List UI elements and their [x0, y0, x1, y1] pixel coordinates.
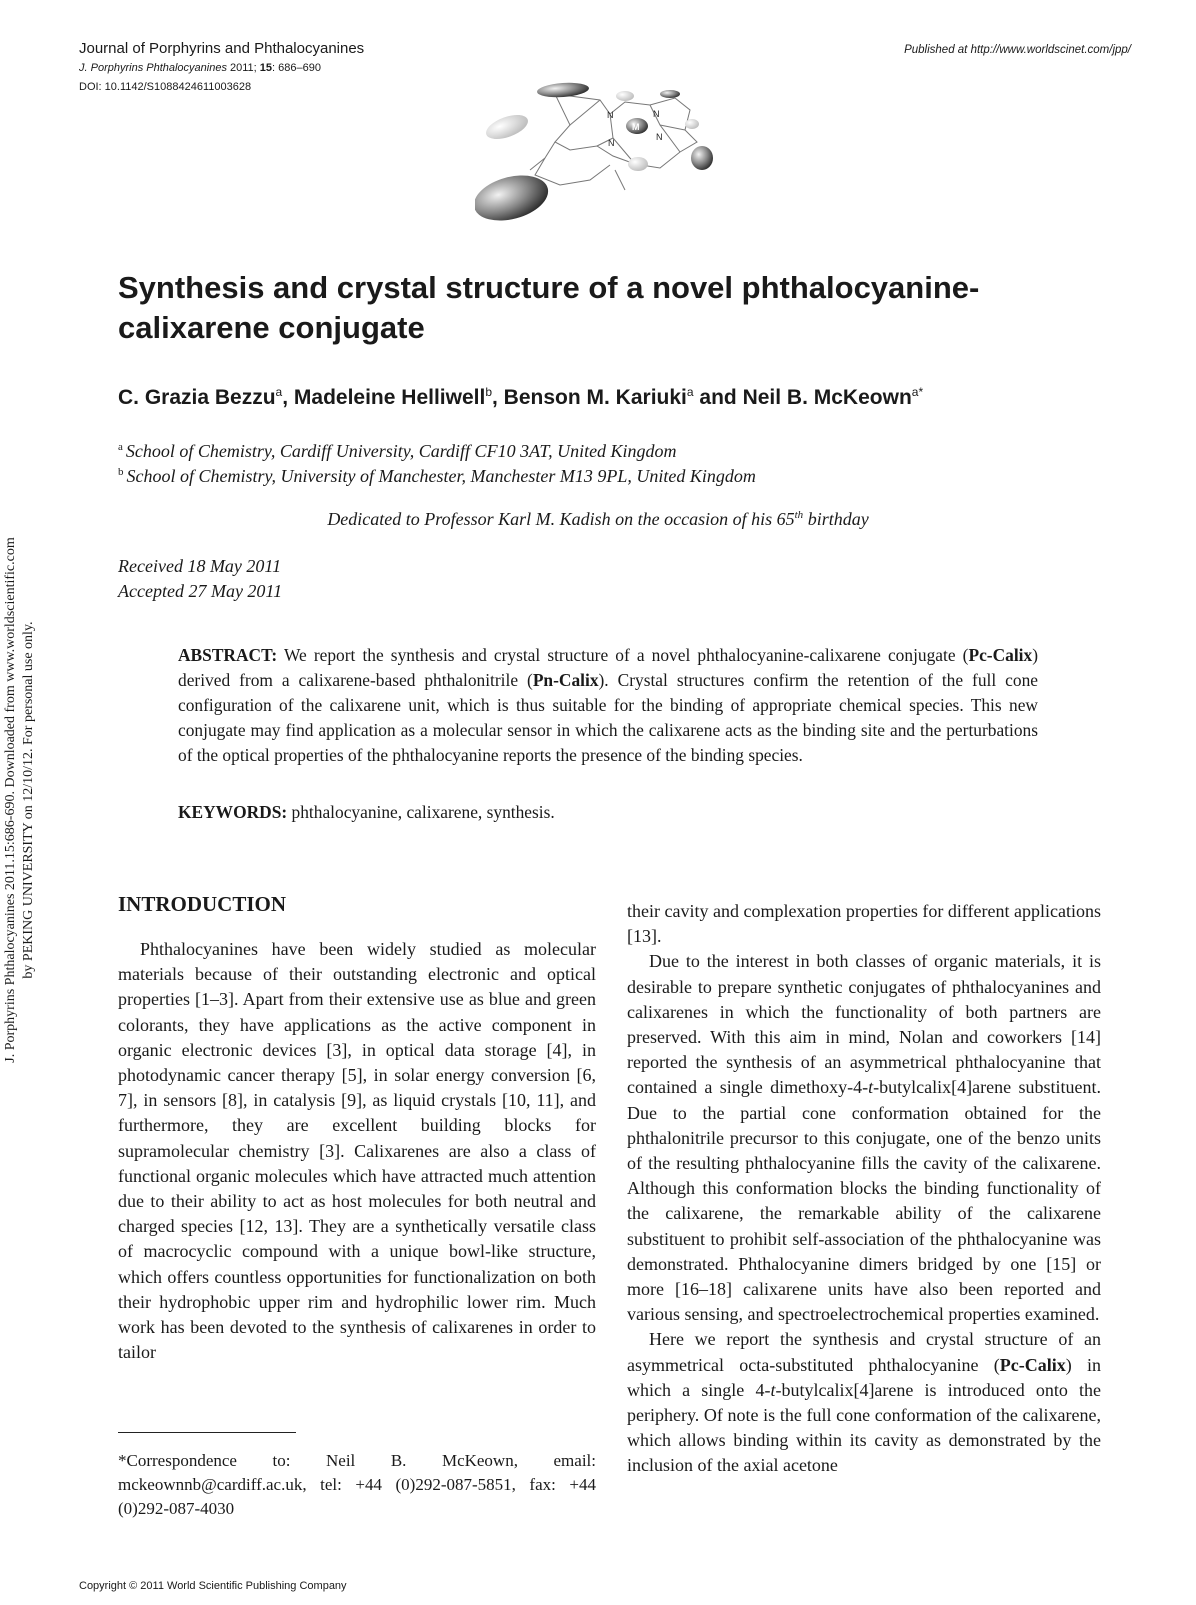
- dedication-ordinal: th: [794, 509, 804, 521]
- author-affiliation-mark: a*: [911, 385, 924, 399]
- logo-atom-n1: N: [607, 110, 614, 120]
- citation-volume: 15: [259, 62, 273, 74]
- body-text: Due to the interest in both classes of organic materials, it is desirable to prepare synthetic conjugates of phthalocyanines and calixarenes in which the functionality of both partners are preserved. With this aim in mind, Nolan and coworkers [14] reported the synthesis of an asymmetrical phthalocyanine that contained a single dimethoxy-4-: [627, 951, 1101, 1098]
- author-affiliation-mark: a: [686, 385, 694, 399]
- affiliation-b: [118, 466, 756, 487]
- keywords-label: KEYWORDS:: [178, 802, 288, 822]
- received-date: Received 18 May 2011: [118, 556, 282, 576]
- author-name: C. Grazia Bezzu: [118, 386, 276, 409]
- logo-atom-n3: N: [608, 138, 615, 148]
- abstract: [178, 643, 1038, 768]
- body-compound-pc-calix: Pc-Calix: [999, 1354, 1066, 1375]
- download-stamp-line1: J. Porphyrins Phthalocyanines 2011.15:686-690. Downloaded from www.worldscientific.com: [3, 537, 18, 1063]
- body-paragraph: [627, 949, 1101, 1327]
- body-text: -butylcalix[4]arene is introduced onto the periphery. Of note is the full cone conformation of the calixarene, which allows binding within its cavity as demonstrated by the inclusion of the axial acetone: [627, 1379, 1102, 1476]
- abstract-text: ). Crystal structures confirm the retention of the full cone configuration of the calixarene unit, which is thus suitable for the binding of appropriate chemical species. This new conjugate may find application as a molecular sensor in which the calixarene acts as the binding site and the perturbations of the optical properties of the phthalocyanine reports the presence of the binding species.: [178, 670, 1038, 765]
- citation-journal: J. Porphyrins Phthalocyanines: [79, 62, 227, 74]
- journal-citation: [79, 62, 321, 74]
- author-affiliation-mark: a: [275, 385, 283, 399]
- footnote-divider: [118, 1432, 296, 1433]
- body-paragraph: [627, 1327, 1101, 1478]
- body-text: ) in which a single 4-: [627, 1354, 1101, 1400]
- author-name: Neil B. McKeown: [742, 386, 912, 409]
- citation-year: 2011;: [226, 62, 260, 74]
- accepted-date: Accepted 27 May 2011: [118, 581, 283, 601]
- citation-pages: : 686–690: [272, 62, 321, 74]
- logo-atom-n2: N: [653, 109, 660, 119]
- abstract-compound-pc-calix: Pc-Calix: [968, 645, 1033, 665]
- body-paragraph: their cavity and complexation properties for different applications [13].: [627, 901, 1102, 947]
- porphyrin-logo-icon: [475, 80, 745, 235]
- dedication-text-end: birthday: [803, 509, 869, 529]
- section-heading-introduction: INTRODUCTION: [118, 892, 287, 916]
- abstract-text: ) derived from a calixarene-based phthalonitrile (: [178, 645, 1038, 690]
- author-separator: ,: [282, 386, 294, 409]
- journal-name: Journal of Porphyrins and Phthalocyanines: [79, 40, 365, 57]
- download-stamp: [2, 480, 38, 1120]
- published-at-link[interactable]: Published at http://www.worldscinet.com/jpp/: [904, 44, 1131, 56]
- author-separator: ,: [492, 386, 504, 409]
- author-affiliation-mark: b: [485, 385, 492, 399]
- author-name: Benson M. Kariuki: [503, 386, 687, 409]
- abstract-compound-pn-calix: Pn-Calix: [532, 670, 599, 690]
- abstract-text: We report the synthesis and crystal structure of a novel phthalocyanine-calixarene conjugate (: [277, 645, 969, 665]
- body-italic: t: [868, 1077, 874, 1098]
- affiliation-mark: b: [118, 466, 124, 478]
- author-name: Madeleine Helliwell: [293, 386, 486, 409]
- body-column-left: [118, 937, 596, 1365]
- affiliation-text: School of Chemistry, University of Manchester, Manchester M13 9PL, United Kingdom: [126, 466, 756, 486]
- body-text: Here we report the synthesis and crystal structure of an asymmetrical octa-substituted phthalocyanine (: [627, 1329, 1101, 1375]
- logo-atom-n4: N: [656, 132, 663, 142]
- abstract-label: ABSTRACT:: [178, 645, 278, 665]
- author-separator: and: [693, 386, 743, 409]
- logo-atom-metal: M: [632, 122, 640, 132]
- correspondence-footnote: *Correspondence to: Neil B. McKeown, email: mckeownnb@cardiff.ac.uk, tel: +44 (0)292-087-5851, fax: +44 (0)292-087-4030: [118, 1451, 596, 1518]
- body-column-right: [627, 899, 1101, 1479]
- keywords: [178, 802, 1038, 823]
- affiliation-mark: a: [118, 441, 123, 453]
- article-title: Synthesis and crystal structure of a novel phthalocyanine-calixarene conjugate: [118, 270, 980, 345]
- download-stamp-line2: by PEKING UNIVERSITY on 12/10/12. For personal use only.: [21, 621, 36, 979]
- affiliation-text: School of Chemistry, Cardiff University, Cardiff CF10 3AT, United Kingdom: [125, 441, 677, 461]
- body-text: -butylcalix[4]arene substituent. Due to the partial cone conformation obtained for the phthalonitrile precursor to this conjugate, one of the benzo units of the resulting phthalocyanine fills the cavity of the calixarene. Although this conformation blocks the binding functionality of the calixarene, the remarkable ability of the calixarene substituent to prohibit self-association of the phthalocyanine was demonstrated. Phthalocyanine dimers bridged by one [15] or more [16–18] calixarene units have also been reported and various sensing, and spectroelectrochemical properties examined.: [627, 1077, 1102, 1325]
- keywords-text: phthalocyanine, calixarene, synthesis.: [287, 802, 555, 822]
- body-paragraph: Phthalocyanines have been widely studied as molecular materials because of their outstanding electronic and optical properties [1–3]. Apart from their extensive use as blue and green colorants, they have applications as the active component in organic electronic devices [3], in optical data storage [4], in photodynamic cancer therapy [5], in solar energy conversion [6, 7], in sensors [8], in catalysis [9], as liquid crystals [10, 11], and furthermore, they are excellent building blocks for supramolecular chemistry [3]. Calixarenes are also a class of functional organic molecules which have attracted much attention due to their ability to act as host molecules for both neutral and charged species [12, 13]. They are a synthetically versatile class of macrocyclic compound with a unique bowl-like structure, which offers countless opportunities for functionalization on both their hydrophobic upper rim and hydrophilic lower rim. Much work has been devoted to the synthesis of calixarenes in order to tailor: [118, 939, 596, 1363]
- affiliation-a: [118, 441, 677, 462]
- copyright: Copyright © 2011 World Scientific Publishing Company: [79, 1580, 347, 1592]
- doi: DOI: 10.1142/S1088424611003628: [79, 81, 252, 93]
- dedication-text: Dedicated to Professor Karl M. Kadish on the occasion of his 65: [327, 509, 795, 529]
- dedication: [0, 509, 1196, 530]
- body-italic: t: [770, 1379, 776, 1400]
- author-list: [118, 386, 1118, 410]
